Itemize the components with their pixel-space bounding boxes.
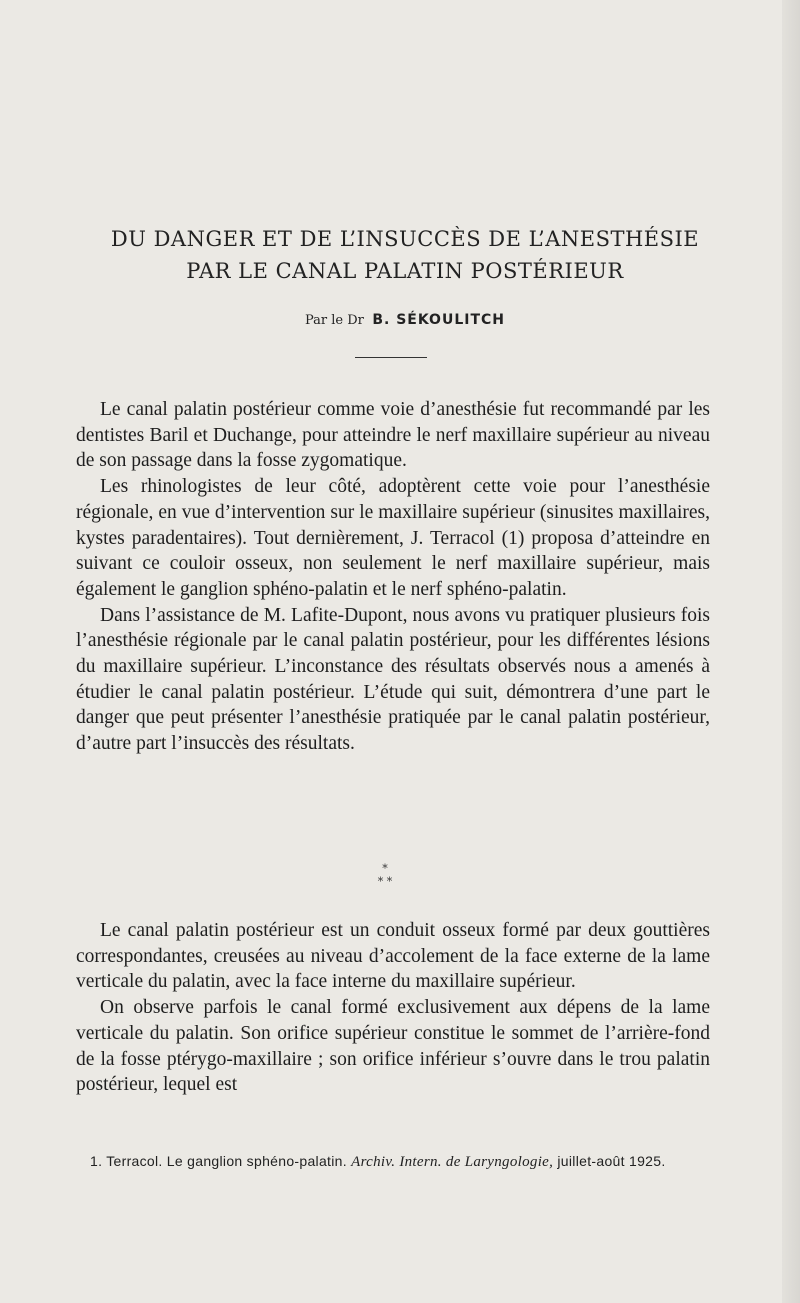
article-title-line-2: PAR LE CANAL PALATIN POSTÉRIEUR	[186, 259, 624, 283]
section-anatomy	[76, 918, 710, 1098]
footnote-journal: Archiv. Intern. de Laryngologie,	[351, 1154, 554, 1170]
footnote-date: juillet-août 1925.	[557, 1153, 666, 1169]
separator-star-bottom: * *	[377, 875, 393, 888]
paragraph: Dans l’assistance de M. Lafite-Dupont, nous avons vu pratiquer plusieurs fois l’anesthésie régionale par le canal palatin postérieur, pour les différentes lésions du maxillaire supérieur. L’inconstance des résultats observés nous a amenés à étudier le canal palatin postérieur. L’étude qui suit, démontrera d’une part le danger que peut présenter l’anesthésie pratiquée par le canal palatin postérieur, d’autre part l’insuccès des résultats.	[76, 604, 710, 755]
page-edge-shadow	[782, 0, 800, 1303]
paragraph: Le canal palatin postérieur est un conduit osseux formé par deux gouttières correspondantes, creusées au niveau d’accolement de la face externe de la lame verticale du palatin, avec la face interne du maxillaire supérieur.	[76, 920, 710, 993]
paragraph: On observe parfois le canal formé exclusivement aux dépens de la lame verticale du palatin. Son orifice supérieur constitue le sommet de l’arrière-fond de la fosse ptérygo-maxillaire ; son orifice inférieur s’ouvre dans le trou palatin postérieur, lequel est	[76, 997, 710, 1096]
paragraph: Les rhinologistes de leur côté, adoptèrent cette voie pour l’anesthésie régionale, en vue d’intervention sur le maxillaire supérieur (sinusites maxillaires, kystes paradentaires). Tout dernièrement, J. Terracol (1) proposa d’atteindre en suivant ce couloir osseux, non seulement le nerf maxillaire supérieur, mais également le ganglion sphéno-palatin et le nerf sphéno-palatin.	[76, 476, 710, 600]
title-divider	[355, 357, 427, 358]
separator-star-top: *	[382, 862, 388, 875]
footnote	[76, 1152, 710, 1172]
footnote-text: Terracol. Le ganglion sphéno-palatin.	[106, 1153, 347, 1169]
byline	[60, 308, 750, 333]
article-title-line-1: DU DANGER ET DE L’INSUCCÈS DE L’ANESTHÉSIE	[110, 227, 700, 251]
paragraph: Le canal palatin postérieur comme voie d’anesthésie fut recommandé par les dentistes Baril et Duchange, pour atteindre le nerf maxillaire supérieur au niveau de son passage dans la fosse zygomatique.	[76, 399, 710, 472]
byline-prefix: Par le Dr	[304, 313, 364, 328]
author-name: B. SÉKOULITCH	[372, 312, 505, 328]
footnote-number: 1.	[90, 1153, 103, 1169]
section-separator	[360, 862, 410, 888]
section-intro	[76, 397, 710, 757]
